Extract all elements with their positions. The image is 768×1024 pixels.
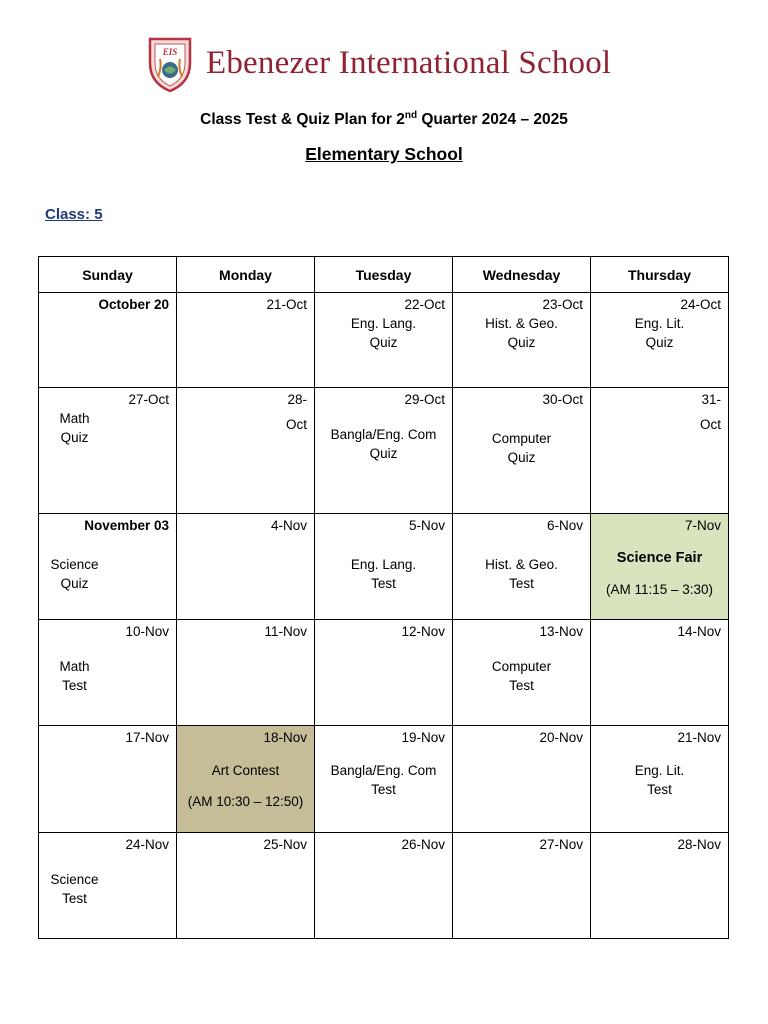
schedule-calendar (38, 256, 729, 939)
event-detail: Quiz (369, 446, 398, 461)
assessment-entry (453, 314, 590, 352)
assessment-entry (43, 854, 106, 908)
calendar-day-cell (177, 388, 315, 514)
event-title: Computer (491, 659, 552, 674)
event-detail: Test (647, 782, 672, 797)
event-detail: Test (371, 576, 396, 591)
special-event (591, 535, 728, 599)
day-date: 25-Nov (263, 837, 307, 852)
day-date: 6-Nov (546, 518, 583, 533)
assessment-entry (453, 409, 590, 467)
event-title: Eng. Lit. (634, 316, 685, 331)
calendar-day-cell (39, 833, 177, 939)
event-title: Math (59, 659, 90, 674)
calendar-day-cell (591, 293, 729, 388)
calendar-day-cell (315, 620, 453, 726)
day-date: 7-Nov (684, 518, 721, 533)
calendar-day-cell (453, 620, 591, 726)
assessment-entry (315, 535, 452, 593)
calendar-day-cell (453, 726, 591, 833)
title-superscript: nd (404, 110, 418, 121)
school-name: Ebenezer International School (206, 44, 612, 81)
calendar-day-cell (453, 293, 591, 388)
day-date: 27-Oct (128, 392, 169, 407)
assessment-entry (453, 641, 590, 695)
calendar-day-cell (591, 388, 729, 514)
day-date: 13-Nov (539, 624, 583, 639)
day-date: 4-Nov (270, 518, 307, 533)
event-title: Eng. Lang. (350, 316, 417, 331)
calendar-day-cell (591, 514, 729, 620)
event-title: Computer (491, 431, 552, 446)
day-date: 14-Nov (677, 624, 721, 639)
assessment-entry (591, 314, 728, 352)
event-detail: Quiz (507, 450, 536, 465)
assessment-entry (43, 535, 106, 593)
event-detail: Test (371, 782, 396, 797)
subtitle-text: Elementary School (305, 144, 463, 164)
event-title: Bangla/Eng. Com (330, 763, 437, 778)
event-title: Math (59, 411, 90, 426)
school-logo (144, 32, 634, 94)
document-subtitle (0, 144, 768, 165)
day-date: 17-Nov (125, 730, 169, 745)
day-date: 23-Oct (542, 297, 583, 312)
day-date-continued: Oct (699, 417, 721, 432)
event-detail: Quiz (369, 335, 398, 350)
calendar-day-cell (315, 388, 453, 514)
assessment-entry (453, 535, 590, 593)
event-title: Eng. Lang. (350, 557, 417, 572)
event-title: Science (50, 872, 99, 887)
crest-text: EIS (162, 47, 178, 57)
calendar-day-cell (315, 514, 453, 620)
day-date: 10-Nov (125, 624, 169, 639)
calendar-week-row (39, 388, 729, 514)
event-detail: Quiz (507, 335, 536, 350)
day-date: 22-Oct (404, 297, 445, 312)
calendar-day-cell (39, 388, 177, 514)
day-date: 21-Oct (266, 297, 307, 312)
document-title (0, 110, 768, 129)
event-title: Art Contest (211, 763, 280, 778)
event-detail: Test (509, 678, 534, 693)
calendar-day-cell (177, 293, 315, 388)
calendar-day-cell (177, 620, 315, 726)
calendar-day-cell (39, 726, 177, 833)
day-date: November 03 (84, 518, 169, 533)
calendar-day-cell (177, 726, 315, 833)
day-date: 26-Nov (401, 837, 445, 852)
day-date: 5-Nov (408, 518, 445, 533)
header-wednesday: Wednesday (453, 257, 591, 293)
calendar-day-cell (177, 833, 315, 939)
assessment-entry (591, 747, 728, 799)
calendar-week-row (39, 293, 729, 388)
event-title: Bangla/Eng. Com (330, 427, 437, 442)
day-date: 12-Nov (401, 624, 445, 639)
day-date: 27-Nov (539, 837, 583, 852)
day-date: 20-Nov (539, 730, 583, 745)
calendar-day-cell (39, 293, 177, 388)
header-tuesday: Tuesday (315, 257, 453, 293)
calendar-day-cell (315, 293, 453, 388)
calendar-day-cell (315, 833, 453, 939)
special-event (177, 747, 314, 811)
header-thursday: Thursday (591, 257, 729, 293)
calendar-week-row (39, 726, 729, 833)
title-rest: Quarter 2024 – 2025 (417, 111, 568, 128)
event-detail: Test (62, 891, 87, 906)
calendar-day-cell (591, 620, 729, 726)
event-detail: Test (62, 678, 87, 693)
day-date: 24-Nov (125, 837, 169, 852)
event-detail: Test (509, 576, 534, 591)
calendar-day-cell (591, 726, 729, 833)
day-date: 11-Nov (264, 624, 307, 639)
day-date: 24-Oct (680, 297, 721, 312)
calendar-week-row (39, 833, 729, 939)
header-sunday: Sunday (39, 257, 177, 293)
class-label: Class: 5 (45, 206, 103, 223)
day-date: 18-Nov (263, 730, 307, 745)
assessment-entry (315, 314, 452, 352)
event-detail: Quiz (60, 576, 89, 591)
event-title: Hist. & Geo. (485, 557, 558, 572)
event-title: Hist. & Geo. (485, 316, 558, 331)
calendar-day-cell (453, 388, 591, 514)
day-date: 28- (287, 392, 307, 407)
event-detail: Quiz (645, 335, 674, 350)
event-title: Science (50, 557, 99, 572)
title-main: Class Test & Quiz Plan for 2 (200, 111, 405, 128)
calendar-day-cell (453, 833, 591, 939)
header-monday: Monday (177, 257, 315, 293)
calendar-header-row (39, 257, 729, 293)
day-date: October 20 (98, 297, 169, 312)
calendar-day-cell (315, 726, 453, 833)
calendar-day-cell (591, 833, 729, 939)
event-detail: (AM 10:30 – 12:50) (187, 794, 304, 809)
calendar-week-row (39, 620, 729, 726)
day-date: 30-Oct (542, 392, 583, 407)
calendar-week-row (39, 514, 729, 620)
day-date: 31- (701, 392, 721, 407)
event-title: Eng. Lit. (634, 763, 685, 778)
calendar-body (39, 293, 729, 939)
assessment-entry (43, 409, 106, 447)
day-date: 19-Nov (401, 730, 445, 745)
school-crest-icon (144, 33, 196, 93)
assessment-entry (315, 747, 452, 799)
event-detail: (AM 11:15 – 3:30) (605, 582, 714, 597)
assessment-entry (315, 409, 452, 463)
calendar-day-cell (39, 514, 177, 620)
calendar-day-cell (39, 620, 177, 726)
day-date: 21-Nov (677, 730, 721, 745)
day-date-continued: Oct (285, 417, 307, 432)
day-date: 28-Nov (677, 837, 721, 852)
calendar-day-cell (453, 514, 591, 620)
calendar-day-cell (177, 514, 315, 620)
event-detail: Quiz (60, 430, 89, 445)
event-title: Science Fair (616, 550, 703, 566)
day-date: 29-Oct (404, 392, 445, 407)
assessment-entry (43, 641, 106, 695)
